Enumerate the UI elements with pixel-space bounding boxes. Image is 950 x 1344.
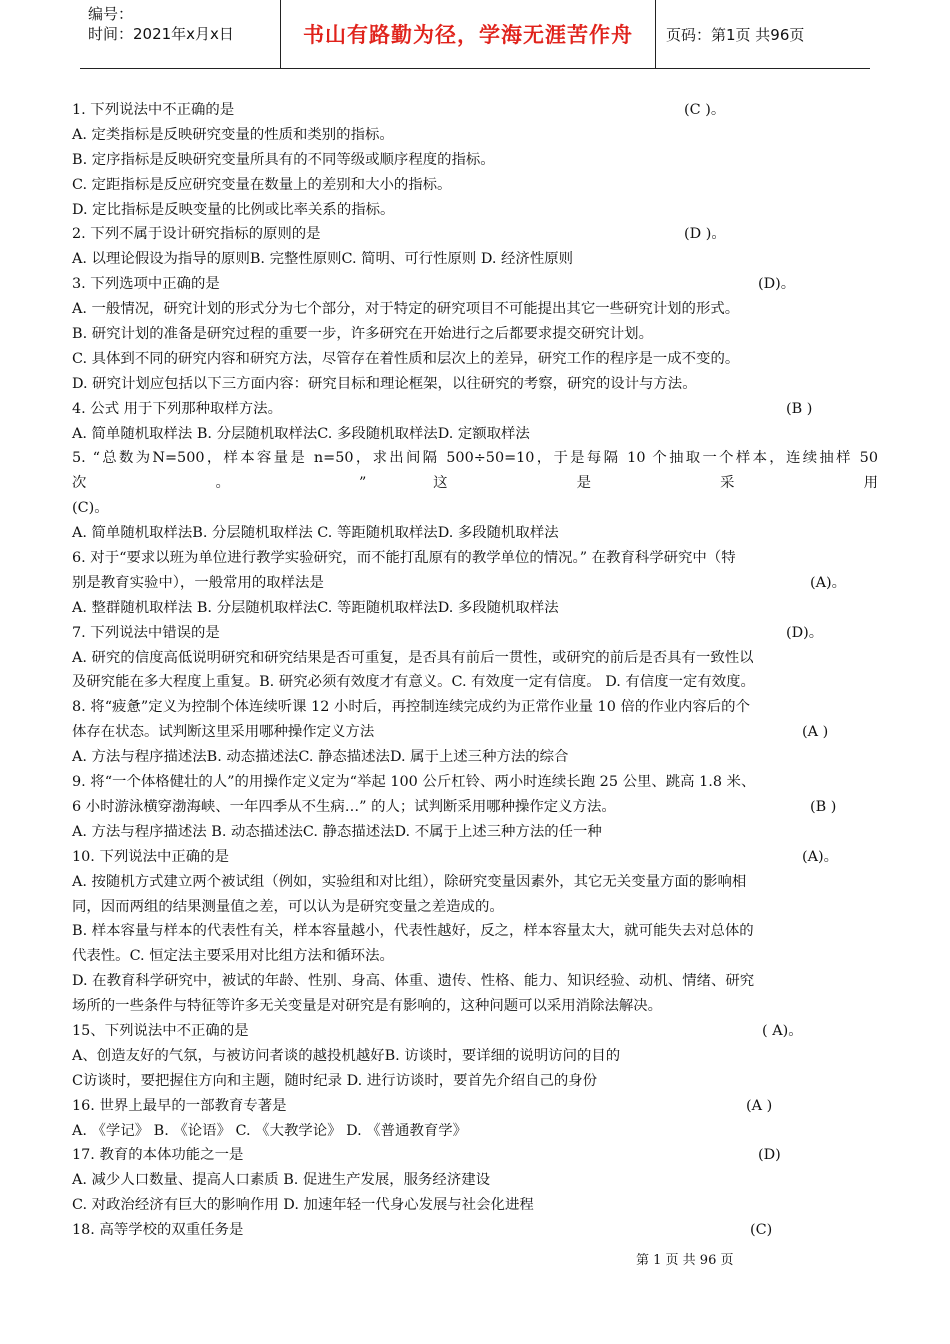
line-text: 8. 将“疲惫”定义为控制个体连续听课 12 小时后，再控制连续完成约为正常作业量 10 倍的作业内容后的个 [72,699,750,716]
answer-mark: (A ) [802,724,829,741]
text-line [72,98,878,123]
line-text: 9. 将“一个体格健壮的人”的用操作定义定为“举起 100 公斤杠铃、两小时连续长跑 25 公里、跳高 1.8 米、 [72,774,756,791]
text-line [72,870,878,895]
text-line [72,496,878,521]
line-text: A. 减少人口数量、提高人口素质 B. 促进生产发展，服务经济建设 [72,1172,490,1189]
line-text: C. 定距指标是反应研究变量在数量上的差别和大小的指标。 [72,176,452,193]
text-line [72,297,878,322]
text-line [72,944,878,969]
line-text: C. 具体到不同的研究内容和研究方法，尽管存在着性质和层次上的差异，研究工作的程序是一成不变的。 [72,350,740,367]
line-text: (C)。 [72,500,109,517]
line-text: A. 整群随机取样法 B. 分层随机取样法C. 等距随机取样法D. 多段随机取样法 [72,599,559,616]
line-text: A. 方法与程序描述法B. 动态描述法C. 静态描述法D. 属于上述三种方法的综合 [72,749,569,766]
text-line [72,222,878,247]
text-line [72,795,878,820]
line-text: 4. 公式 用于下列那种取样方法。 [72,400,282,417]
line-text: A. 定类指标是反映研究变量的性质和类别的指标。 [72,126,394,143]
text-line [72,1119,878,1144]
text-line [72,148,878,173]
line-text: C访谈时，要把握住方向和主题，随时纪录 D. 进行访谈时，要首先介绍自己的身份 [72,1072,598,1089]
answer-mark: (B ) [786,400,813,417]
text-line [72,820,878,845]
line-text: 场所的一些条件与特征等许多无关变量是对研究是有影响的，这种问题可以采用消除法解决。 [72,998,663,1015]
text-line [72,272,878,297]
line-text: 6. 对于“要求以班为单位进行教学实验研究，而不能打乱原有的教学单位的情况。” 在教育科学研究中（特 [72,550,736,567]
header-meta [80,0,280,68]
text-line [72,571,878,596]
text-line [72,446,878,471]
header-motto: 书山有路勤为径，学海无涯苦作舟 [280,0,656,68]
text-line [72,1168,878,1193]
answer-mark: (A)。 [810,574,847,591]
answer-mark: (A)。 [802,848,839,865]
text-line [72,347,878,372]
text-line [72,1193,878,1218]
line-text: A. 简单随机取样法 B. 分层随机取样法C. 多段随机取样法D. 定额取样法 [72,425,530,442]
text-line [72,471,878,496]
line-text: 16. 世界上最早的一部教育专著是 [72,1097,287,1114]
line-text: A. 研究的信度高低说明研究和研究结果是否可重复，是否具有前后一贯性，或研究的前后是否具有一致性以 [72,649,754,666]
text-line [72,919,878,944]
text-line [72,695,878,720]
text-line [72,1218,878,1243]
text-line [72,1044,878,1069]
text-line [72,1069,878,1094]
line-text: 18. 高等学校的双重任务是 [72,1222,244,1239]
line-text: A. 《学记》 B. 《论语》 C. 《大教学论》 D. 《普通教育学》 [72,1122,468,1139]
question-list [72,98,878,1243]
answer-mark: (D )。 [684,226,726,243]
line-text: 5. “总数为N=500，样本容量是 n=50，求出间隔 500÷50=10，于是每隔 10 个抽取一个样本，连续抽样 50 [72,450,878,467]
line-text: 3. 下列选项中正确的是 [72,276,220,293]
line-text: D. 在教育科学研究中，被试的年龄、性别、身高、体重、遗传、性格、能力、知识经验、动机、情绪、研究 [72,973,755,990]
line-text: D. 定比指标是反映变量的比例或比率关系的指标。 [72,201,395,218]
line-text: B. 研究计划的准备是研究过程的重要一步，许多研究在开始进行之后都要求提交研究计划。 [72,326,653,343]
text-line [72,322,878,347]
line-text: 别是教育实验中），一般常用的取样法是 [72,574,324,591]
text-line [72,422,878,447]
answer-mark: (C) [750,1222,773,1239]
line-text: A. 方法与程序描述法 B. 动态描述法C. 静态描述法D. 不属于上述三种方法的任一种 [72,823,602,840]
line-text: A、创造友好的气氛，与被访问者谈的越投机越好B. 访谈时，要详细的说明访问的目的 [72,1047,621,1064]
line-text: 10. 下列说法中正确的是 [72,848,229,865]
line-text: 1. 下列说法中不正确的是 [72,102,235,118]
line-text: A. 按随机方式建立两个被试组（例如，实验组和对比组），除研究变量因素外，其它无关变量方面的影响相 [72,873,747,890]
line-text: 代表性。C. 恒定法主要采用对比组方法和循环法。 [72,948,394,965]
text-line [72,247,878,272]
text-line [72,895,878,920]
line-text: 6 小时游泳横穿渤海峡、一年四季从不生病…” 的人；试判断采用哪种操作定义方法。 [72,798,616,815]
line-text: B. 样本容量与样本的代表性有关，样本容量越小，代表性越好，反之，样本容量太大，就可能失去对总体的 [72,923,754,940]
line-text: 17. 教育的本体功能之一是 [72,1147,244,1164]
text-line [72,173,878,198]
text-line [72,646,878,671]
line-text: 体存在状态。试判断这里采用哪种操作定义方法 [72,724,375,741]
answer-mark: (C )。 [684,102,726,118]
text-line [72,521,878,546]
text-line [72,1019,878,1044]
line-text: C. 对政治经济有巨大的影响作用 D. 加速年轻一代身心发展与社会化进程 [72,1197,534,1214]
text-line [72,123,878,148]
line-text: 次 。 ” 这 是 采 用 [72,475,878,492]
line-text: 15、下列说法中不正确的是 [72,1022,249,1039]
text-line [72,372,878,397]
line-text: B. 定序指标是反映研究变量所具有的不同等级或顺序程度的指标。 [72,151,495,168]
answer-mark: (A ) [746,1097,773,1114]
text-line [72,1143,878,1168]
answer-mark: (D)。 [786,624,824,641]
line-text: A. 一般情况，研究计划的形式分为七个部分，对于特定的研究项目不可能提出其它一些研究计划的形式。 [72,301,740,318]
line-text: A. 以理论假设为指导的原则B. 完整性原则C. 简明、可行性原则 D. 经济性原则 [72,251,573,268]
line-text: 及研究能在多大程度上重复。B. 研究必须有效度才有意义。C. 有效度一定有信度。 D. 有信度一定有效度。 [72,674,755,691]
page-header [80,0,870,69]
page-footer: 第 1 页 共 96 页 [636,1253,734,1268]
answer-mark: ( A)。 [762,1022,803,1039]
line-text: D. 研究计划应包括以下三方面内容：研究目标和理论框架，以往研究的考察，研究的设计与方法。 [72,375,697,392]
text-line [72,720,878,745]
line-text: 7. 下列说法中错误的是 [72,624,220,641]
number-label: 编号： [88,5,134,23]
text-line [72,397,878,422]
line-text: 同，因而两组的结果测量值之差，可以认为是研究变量之差造成的。 [72,898,504,915]
text-line [72,969,878,994]
header-page-info: 页码：第1页 共96页 [666,25,805,44]
text-line [72,770,878,795]
text-line [72,596,878,621]
text-line [72,198,878,223]
text-line [72,745,878,770]
text-line [72,845,878,870]
text-line [72,994,878,1019]
text-line [72,1094,878,1119]
time-label: 时间：2021年x月x日 [88,25,234,43]
answer-mark: (B ) [810,798,837,815]
text-line [72,546,878,571]
answer-mark: (D) [758,1147,781,1164]
text-line [72,670,878,695]
line-text: A. 简单随机取样法B. 分层随机取样法 C. 等距随机取样法D. 多段随机取样法 [72,525,559,542]
text-line [72,621,878,646]
answer-mark: (D)。 [758,276,796,293]
line-text: 2. 下列不属于设计研究指标的原则的是 [72,226,321,243]
